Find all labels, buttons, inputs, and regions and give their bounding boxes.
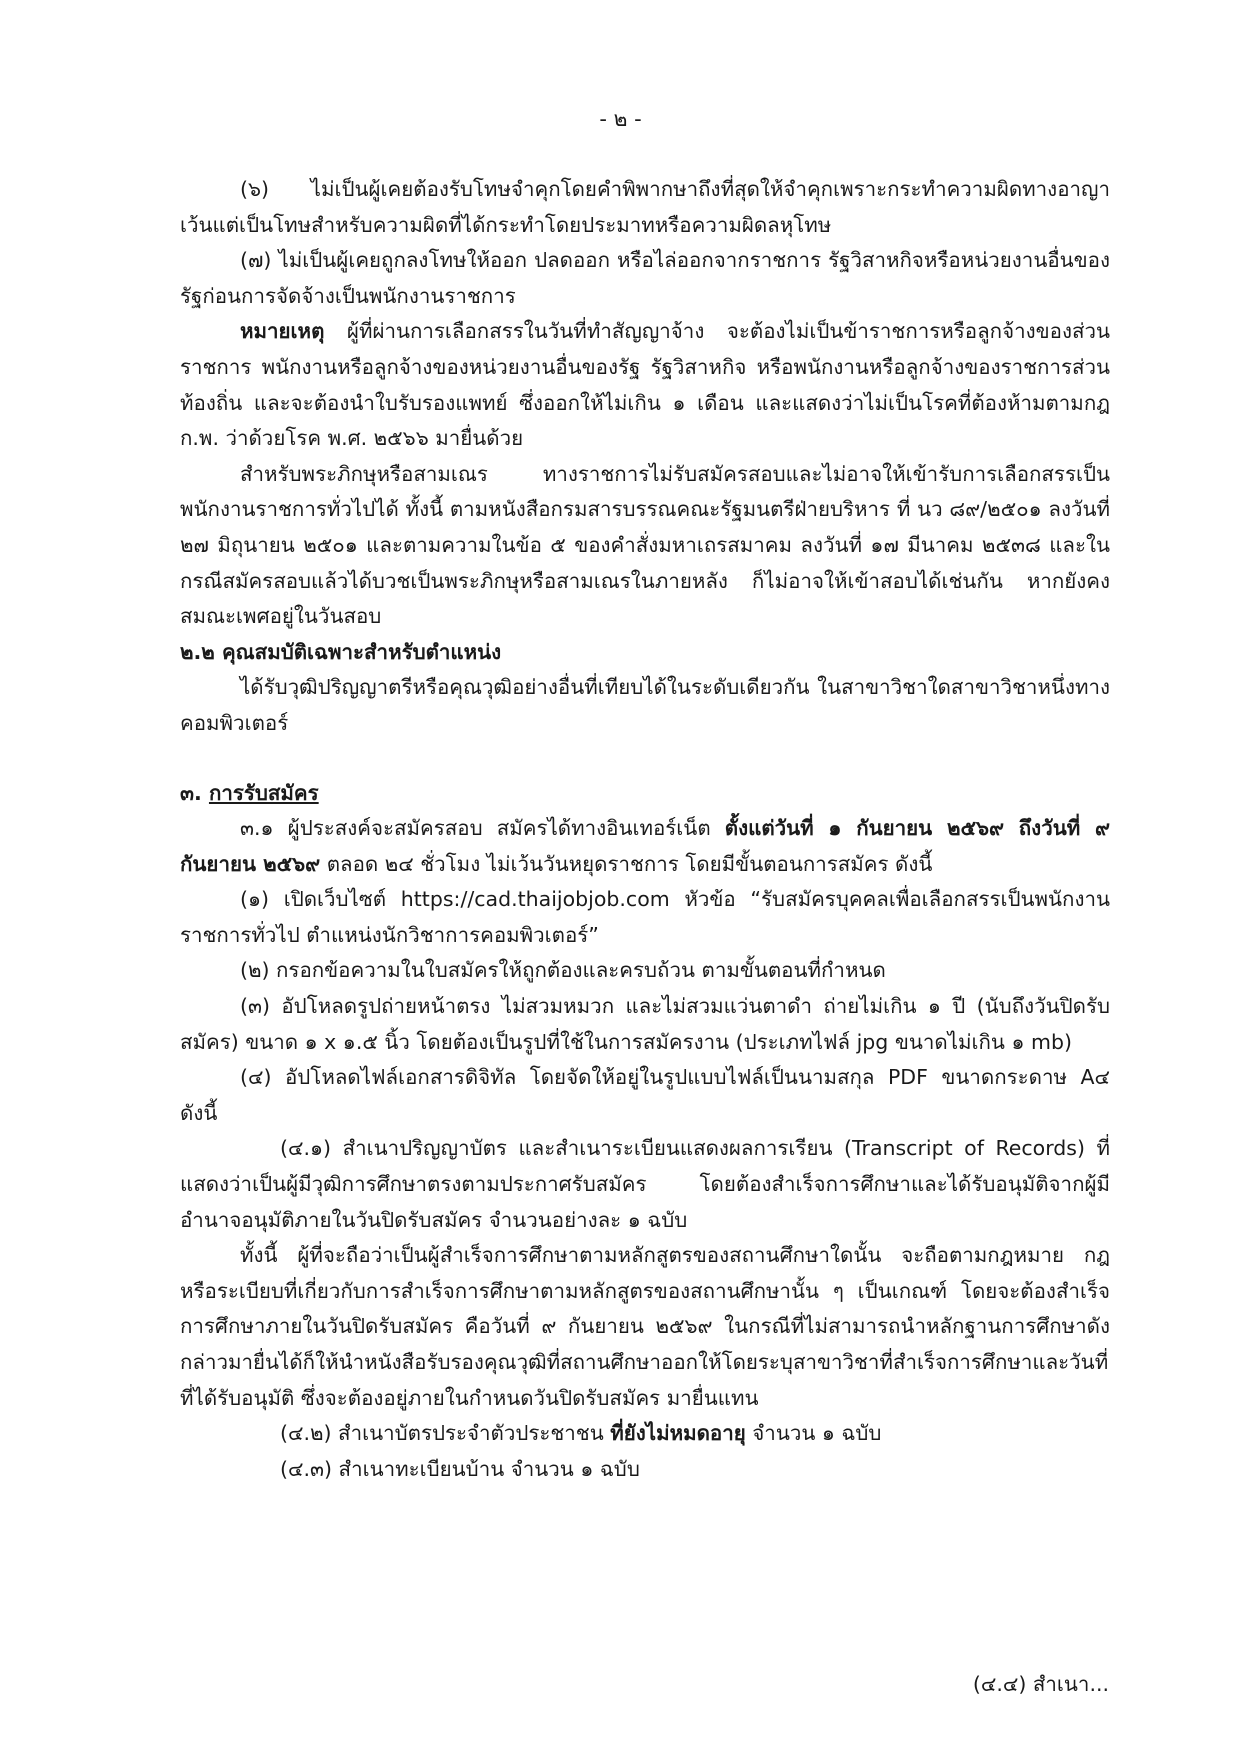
page-continuation: (๔.๔) สำเนา... [972, 1672, 1109, 1696]
note-label: หมายเหตุ [240, 319, 325, 344]
section-gap [180, 742, 1110, 776]
paragraph-note [180, 314, 1110, 456]
paragraph-qualification: ได้รับวุฒิปริญญาตรีหรือคุณวุฒิอย่างอื่นที่เทียบได้ในระดับเดียวกัน ในสาขาวิชาใดสาขาวิชาหนึ่งทางคอมพิวเตอร์ [180, 675, 1110, 735]
s42-text-a: (๔.๒) สำเนาบัตรประจำตัวประชาชน [280, 1421, 611, 1446]
s42-text-c: จำนวน ๑ ฉบับ [745, 1421, 882, 1446]
heading-3-number: ๓. [180, 780, 209, 805]
page-number: - ๒ - [599, 107, 642, 131]
p31-text-a: ๓.๑ ผู้ประสงค์จะสมัครสอบ สมัครได้ทางอินเทอร์เน็ต [240, 816, 725, 841]
paragraph-graduation: ทั้งนี้ ผู้ที่จะถือว่าเป็นผู้สำเร็จการศึกษาตามหลักสูตรของสถานศึกษาใดนั้น จะถือตามกฎหมาย กฎ หรือระเบียบที่เกี่ยวกับการสำเร็จการศึกษาตามหลักสูตรของสถานศึกษานั้น ๆ เป็นเกณฑ์ โดยจะต้องสำเร็จการศึกษาภายในวันปิดรับสมัคร คือวันที่ ๙ กันยายน ๒๕๖๙ ในกรณีที่ไม่สามารถนำหลักฐานการศึกษาดังกล่าวมายื่นได้ก็ให้นำหนังสือรับรองคุณวุฒิที่สถานศึกษาออกให้โดยระบุสาขาวิชาที่สำเร็จการศึกษาและวันที่ที่ได้รับอนุมัติ ซึ่งจะต้องอยู่ภายในกำหนดวันปิดรับสมัคร มายื่นแทน [180, 1243, 1110, 1410]
p31-dates: ตั้งแต่วันที่ ๑ กันยายน ๒๕๖๙ ถึงวันที่ ๙ กันยายน ๒๕๖๙ [180, 816, 1111, 876]
step-4-1-degree: (๔.๑) สำเนาปริญญาบัตร และสำเนาระเบียนแสดงผลการเรียน (Transcript of Records) ที่แสดงว่าเป็นผู้มีวุฒิการศึกษาตรงตามประกาศรับสมัคร โดยต้องสำเร็จการศึกษาและได้รับอนุมัติจากผู้มีอำนาจอนุมัติภายในวันปิดรับสมัคร จำนวนอย่างละ ๑ ฉบับ [180, 1136, 1110, 1232]
step-4-documents: (๔) อัปโหลดไฟล์เอกสารดิจิทัล โดยจัดให้อยู่ในรูปแบบไฟล์เป็นนามสกุล PDF ขนาดกระดาษ A๔ ดังนี้ [180, 1065, 1110, 1125]
step-4-3-house-registration: (๔.๓) สำเนาทะเบียนบ้าน จำนวน ๑ ฉบับ [280, 1456, 640, 1481]
step-4-2-id-card [180, 1416, 1110, 1452]
p31-text-c: ตลอด ๒๔ ชั่วโมง ไม่เว้นวันหยุดราชการ โดยมีขั้นตอนการสมัคร ดังนี้ [320, 851, 933, 876]
paragraph-criminal-record: (๖) ไม่เป็นผู้เคยต้องรับโทษจำคุกโดยคำพิพากษาถึงที่สุดให้จำคุกเพราะกระทำความผิดทางอาญา เว้นแต่เป็นโทษสำหรับความผิดที่ได้กระทำโดยประมาทหรือความผิดลหุโทษ [180, 177, 1110, 237]
heading-3 [180, 776, 1110, 812]
heading-2-2: ๒.๒ คุณสมบัติเฉพาะสำหรับตำแหน่ง [180, 639, 502, 664]
paragraph-3-1 [180, 811, 1110, 882]
step-2-form: (๒) กรอกข้อความในใบสมัครให้ถูกต้องและครบถ้วน ตามขั้นตอนที่กำหนด [240, 958, 886, 983]
s42-not-expired: ที่ยังไม่หมดอายุ [610, 1421, 746, 1446]
step-3-photo: (๓) อัปโหลดรูปถ่ายหน้าตรง ไม่สวมหมวก และไม่สวมแว่นตาดำ ถ่ายไม่เกิน ๑ ปี (นับถึงวันปิดรับสมัคร) ขนาด ๑ x ๑.๕ นิ้ว โดยต้องเป็นรูปที่ใช้ในการสมัครงาน (ประเภทไฟล์ jpg ขนาดไม่เกิน ๑ mb) [180, 994, 1110, 1054]
note-text: ผู้ที่ผ่านการเลือกสรรในวันที่ทำสัญญาจ้าง จะต้องไม่เป็นข้าราชการหรือลูกจ้างของส่วนราชการ พนักงานหรือลูกจ้างของหน่วยงานอื่นของรัฐ รัฐวิสาหกิจ หรือพนักงานหรือลูกจ้างของราชการส่วนท้องถิ่น และจะต้องนำใบรับรองแพทย์ ซึ่งออกให้ไม่เกิน ๑ เดือน และแสดงว่าไม่เป็นโรคที่ต้องห้ามตามกฎ ก.พ. ว่าด้วยโรค พ.ศ. ๒๕๖๖ มายื่นด้วย [180, 319, 1110, 451]
document-body [180, 172, 1110, 1487]
step-1-website: (๑) เปิดเว็บไซต์ https://cad.thaijobjob.com หัวข้อ “รับสมัครบุคคลเพื่อเลือกสรรเป็นพนักงานราชการทั่วไป ตำแหน่งนักวิชาการคอมพิวเตอร์” [180, 887, 1110, 947]
heading-3-title: การรับสมัคร [208, 780, 319, 805]
paragraph-dismissal: (๗) ไม่เป็นผู้เคยถูกลงโทษให้ออก ปลดออก หรือไล่ออกจากราชการ รัฐวิสาหกิจหรือหน่วยงานอื่นของรัฐก่อนการจัดจ้างเป็นพนักงานราชการ [180, 248, 1110, 308]
paragraph-monks: สำหรับพระภิกษุหรือสามเณร ทางราชการไม่รับสมัครสอบและไม่อาจให้เข้ารับการเลือกสรรเป็นพนักงานราชการทั่วไปได้ ทั้งนี้ ตามหนังสือกรมสารบรรณคณะรัฐมนตรีฝ่ายบริหาร ที่ นว ๘๙/๒๕๐๑ ลงวันที่ ๒๗ มิถุนายน ๒๕๐๑ และตามความในข้อ ๕ ของคำสั่งมหาเถรสมาคม ลงวันที่ ๑๗ มีนาคม ๒๕๓๘ และในกรณีสมัครสอบแล้วได้บวชเป็นพระภิกษุหรือสามเณรในภายหลัง ก็ไม่อาจให้เข้าสอบได้เช่นกัน หากยังคงสมณะเพศอยู่ในวันสอบ [180, 461, 1110, 629]
